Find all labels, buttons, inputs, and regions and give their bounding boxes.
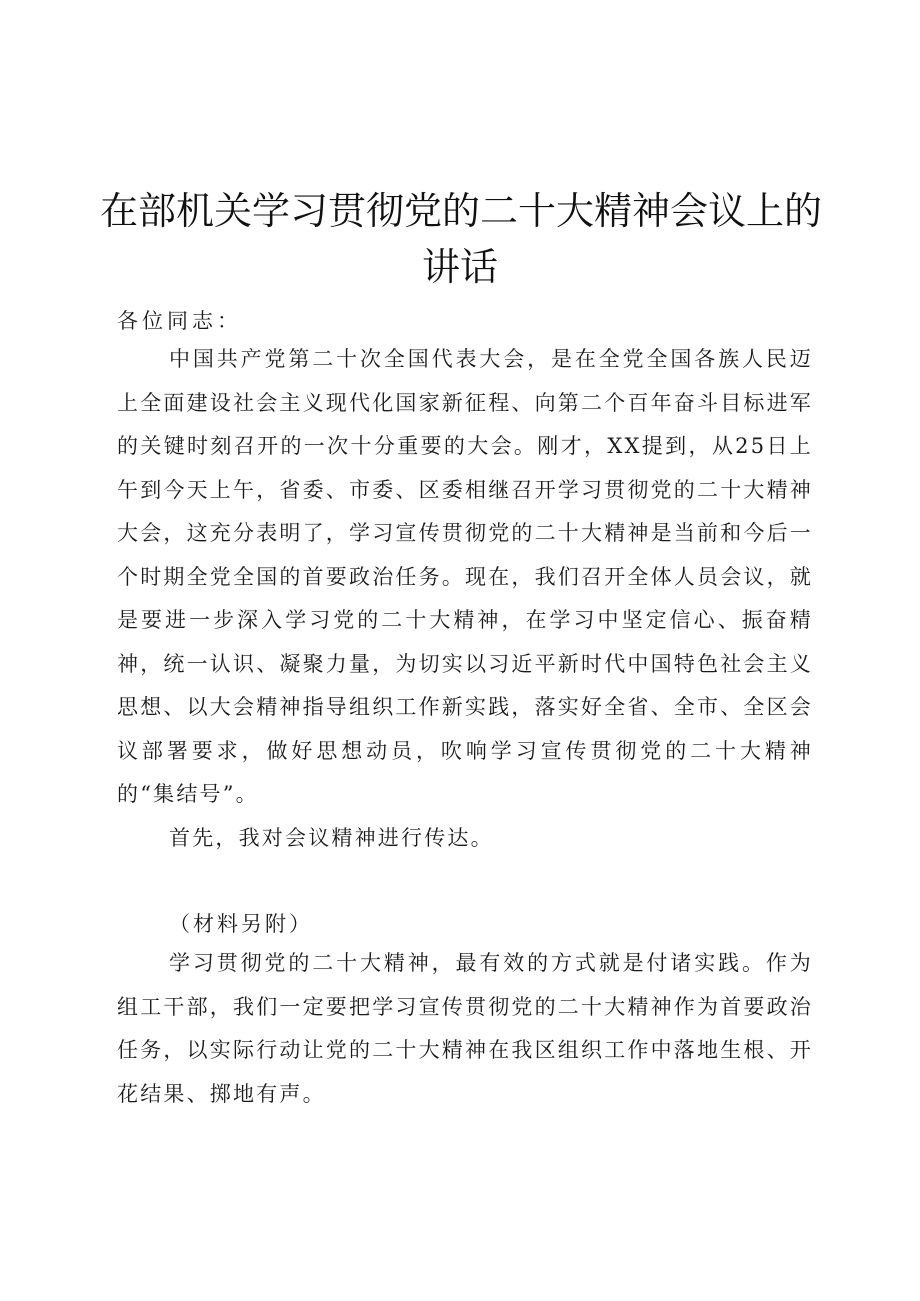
salutation: 各位同志： xyxy=(117,309,242,333)
document-title-line-2: 讲话 xyxy=(421,245,498,289)
paragraph-opening: 中国共产党第二十次全国代表大会，是在全党全国各族人民迈上全面建设社会主义现代化国家新征程、向第二个百年奋斗目标进军的关键时刻召开的一次十分重要的大会。刚才，XX提到，从25日上午到今天上午，省委、市委、区委相继召开学习贯彻党的二十大精神大会，这充分表明了，学习宣传贯彻党的二十大精神是当前和今后一个时期全党全国的首要政治任务。现在，我们召开全体人员会议，就是要进一步深入学习党的二十大精神，在学习中坚定信心、振奋精神，统一认识、凝聚力量，为切实以习近平新时代中国特色社会主义思想、以大会精神指导组织工作新实践，落实好全省、全市、全区会议部署要求，做好思想动员，吹响学习宣传贯彻党的二十大精神的“集结号”。 xyxy=(117,347,813,806)
paragraph-conveying: 首先，我对会议精神进行传达。 xyxy=(169,826,494,850)
document-title-line-1: 在部机关学习贯彻党的二十大精神会议上的 xyxy=(100,189,823,233)
paragraph-practice: 学习贯彻党的二十大精神，最有效的方式就是付诸实践。作为组工干部，我们一定要把学习宣传贯彻党的二十大精神作为首要政治任务，以实际行动让党的二十大精神在我区组织工作中落地生根、开花结果、掷地有声。 xyxy=(117,951,813,1106)
paragraph-attachment-note: （材料另附） xyxy=(169,912,313,936)
